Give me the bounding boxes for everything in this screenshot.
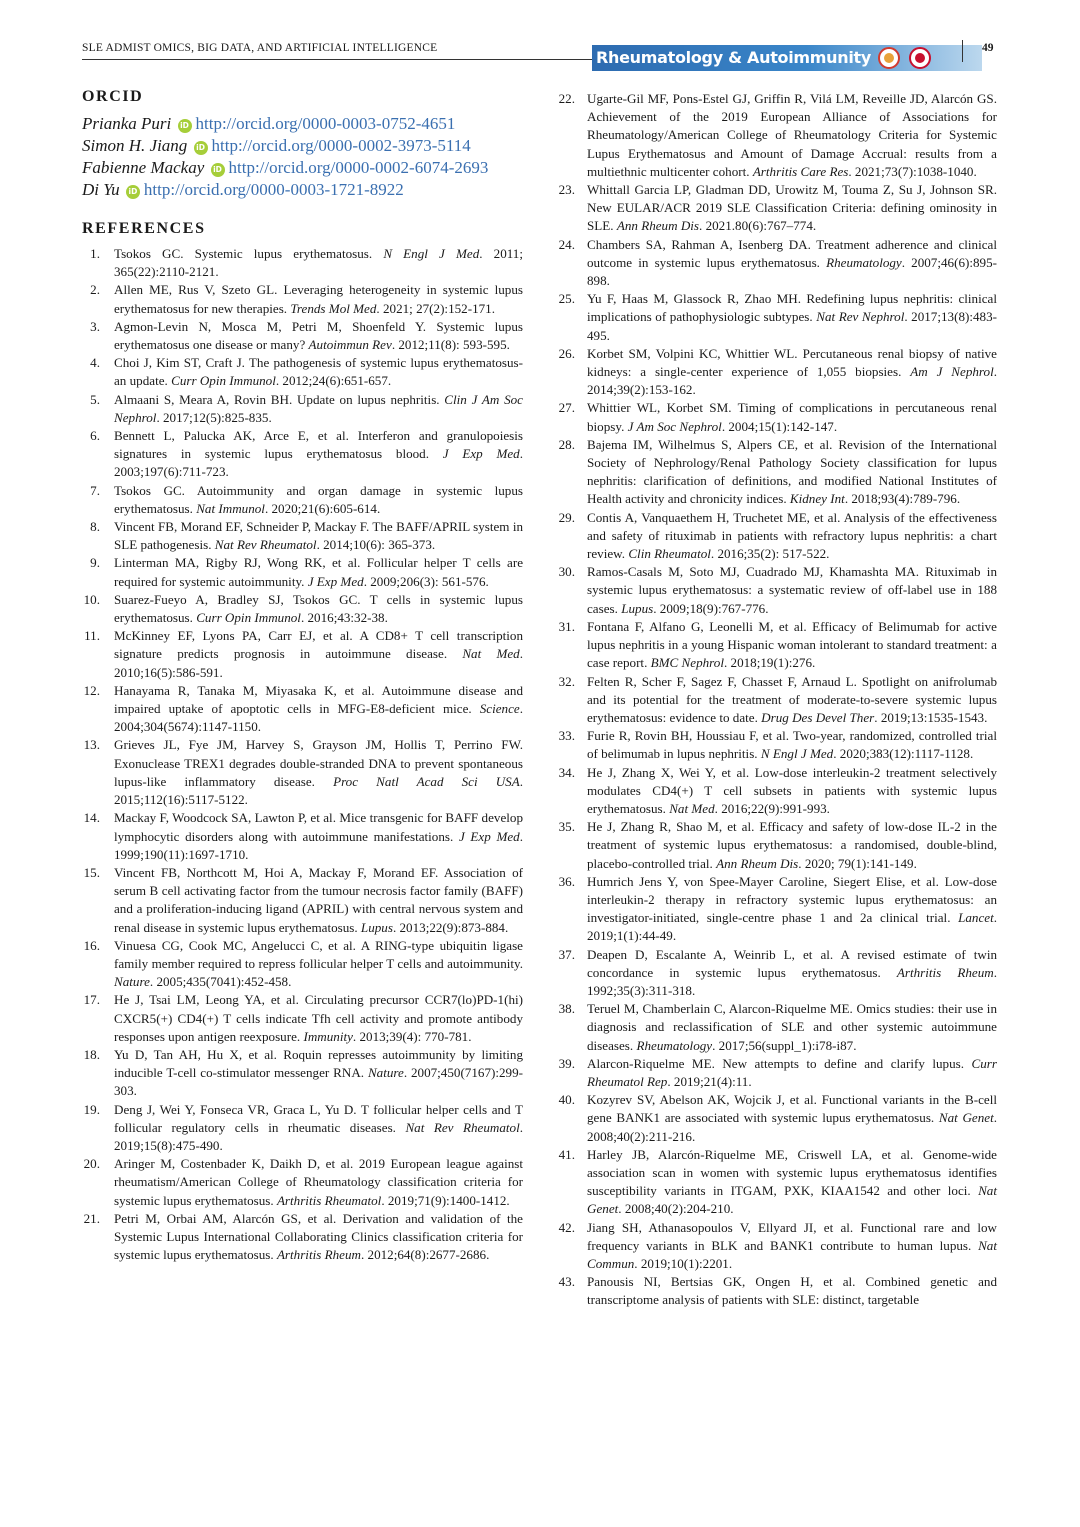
reference-journal: N Engl J Med (383, 246, 480, 261)
reference-item (555, 509, 997, 564)
reference-number: 4. (90, 355, 100, 371)
reference-text: Korbet SM, Volpini KC, Whittier WL. Percutaneous renal biopsy of native kidneys: a single-center experience of 1,055 biopsies. (587, 345, 997, 380)
reference-text: Ramos-Casals M, Soto MJ, Cuadrado MJ, Khamashta MA. Rituximab in systemic lupus erythematosus: a systematic review of off-label use in 188 cases. (587, 564, 997, 616)
reference-journal: J Exp Med (458, 828, 520, 844)
reference-citation: . 2013;22(9):873-884. (392, 919, 509, 935)
reference-number: 7. (90, 482, 100, 498)
reference-item (555, 345, 997, 400)
reference-text: Alarcon-Riquelme ME. New attempts to define and clarify lupus. (587, 1055, 972, 1071)
reference-text: Panousis NI, Bertsias GK, Ongen H, et al. Combined genetic and transcriptome analysis of patients with SLE: distinct, targetable (587, 1274, 997, 1308)
orcid-link[interactable]: http://orcid.org/0000-0002-6074-2693 (228, 158, 489, 177)
reference-journal: Ann Rheum Dis (616, 218, 700, 234)
orcid-heading: ORCID (82, 88, 144, 105)
reference-item (82, 682, 523, 737)
right-column (555, 90, 997, 1310)
reference-journal: Nature (367, 1065, 404, 1081)
reference-item (555, 90, 997, 181)
reference-item (555, 1000, 997, 1055)
reference-text: Teruel M, Chamberlain C, Alarcon-Riquelme ME. Omics studies: their use in diagnosis and reclassification of SLE and other systemic autoimmune diseases. (587, 1001, 997, 1053)
reference-journal: Nat Commun (587, 1237, 997, 1271)
orcid-author-name: Simon H. Jiang (82, 136, 188, 155)
reference-journal: Drug Des Devel Ther (761, 709, 875, 725)
reference-text: Deapen D, Escalante A, Weinrib L, et al. A revised estimate of twin concordance in systemic lupus erythematosus. (587, 946, 997, 980)
reference-citation: . 2017;13(8):483-495. (587, 309, 997, 343)
reference-journal: Ann Rheum Dis (716, 855, 799, 871)
reference-text: Agmon-Levin N, Mosca M, Petri M, Shoenfeld Y. Systemic lupus erythematosus one disease or many? (114, 318, 523, 353)
reference-citation: . 2007;450(7167):299-303. (114, 1065, 523, 1099)
reference-text: Deng J, Wei Y, Fonseca VR, Graca L, Yu D. T follicular helper cells and T follicular regulatory cells in rheumatic diseases. (114, 1101, 523, 1135)
orcid-icon: iD (194, 141, 208, 155)
reference-journal: Trends Mol Med (290, 300, 377, 316)
reference-citation: . 2005;435(7041):452-458. (149, 974, 292, 990)
reference-number: 27. (558, 400, 575, 416)
reference-item (82, 281, 523, 317)
reference-item (82, 482, 523, 518)
header-rule (82, 59, 592, 60)
reference-text: Fontana F, Alfano G, Leonelli M, et al. Efficacy of Belimumab for active lupus nephritis in a young Hispanic woman intolerant to standard treatment: a case report. (587, 618, 997, 671)
reference-text: He J, Tsai LM, Leong YA, et al. Circulating precursor CCR7(lo)PD-1(hi) CXCR5(+) CD4(+) T cells indicate Tfh cell activity and promote antibody responses upon antigen reexposure. (114, 992, 523, 1044)
reference-text: Grieves JL, Fye JM, Harvey S, Grayson JM, Hollis T, Perrino FW. Exonuclease TREX1 degrades double-stranded DNA to prevent spontaneous lupus-like inflammatory disease. (114, 737, 523, 789)
reference-number: 23. (558, 182, 575, 198)
reference-number: 8. (90, 519, 100, 535)
reference-citation: . 2014;39(2):153-162. (587, 364, 997, 398)
left-column (82, 88, 523, 1264)
reference-number: 33. (558, 728, 575, 744)
reference-number: 40. (558, 1092, 575, 1108)
orcid-author-name: Di Yu (82, 180, 120, 199)
orcid-icon: iD (178, 119, 192, 133)
reference-citation: . 2015;112(16):5117-5122. (114, 773, 524, 808)
reference-citation: . 2011; 365(22):2110-2121. (114, 246, 523, 280)
reference-number: 42. (558, 1219, 575, 1235)
orcid-link[interactable]: http://orcid.org/0000-0003-0752-4651 (195, 114, 456, 133)
reference-journal: Lupus (360, 919, 393, 935)
reference-item (82, 245, 523, 281)
reference-citation: . 2021; 27(2):152-171. (376, 300, 495, 316)
reference-list-left (82, 245, 523, 1264)
reference-item (82, 809, 523, 864)
reference-citation: . 2016;43:32-38. (300, 610, 388, 626)
reference-item (82, 427, 523, 482)
reference-item (555, 1091, 997, 1146)
reference-item (555, 727, 997, 763)
reference-journal: N Engl J Med (760, 746, 834, 762)
reference-citation: . 2019;10(1):2201. (634, 1256, 733, 1271)
reference-citation: . 2004;15(1):142-147. (721, 418, 838, 434)
reference-number: 1. (90, 246, 100, 261)
reference-citation: . 2020;383(12):1117-1128. (833, 746, 974, 762)
reference-number: 20. (83, 1156, 100, 1172)
reference-text: Choi J, Kim ST, Craft J. The pathogenesis of systemic lupus erythematosus-an update. (114, 355, 523, 389)
reference-citation: . 2016;22(9):991-993. (714, 800, 830, 816)
reference-item (555, 563, 997, 618)
reference-list-right (555, 90, 997, 1310)
page-header (82, 38, 999, 68)
reference-number: 12. (83, 682, 100, 698)
reference-number: 10. (83, 591, 100, 607)
reference-journal: J Exp Med (442, 446, 520, 462)
orcid-entry (82, 157, 523, 179)
reference-citation: . 2021;73(7):1038-1040. (848, 163, 977, 179)
reference-item (555, 399, 997, 435)
reference-text: Suarez-Fueyo A, Bradley SJ, Tsokos GC. T cells in systemic lupus erythematosus. (114, 591, 523, 626)
orcid-entry (82, 179, 523, 201)
reference-citation: . 2012;64(8):2677-2686. (360, 1247, 490, 1263)
reference-item (82, 318, 523, 354)
reference-item (555, 1273, 997, 1309)
reference-item (555, 290, 997, 345)
reference-number: 37. (558, 946, 575, 962)
reference-number: 17. (83, 992, 100, 1008)
reference-citation: . 2013;39(4): 770-781. (352, 1028, 472, 1044)
reference-text: Bajema IM, Wilhelmus S, Alpers CE, et al. Revision of the International Society of Nephrology/Renal Pathology Society classification for lupus nephritis: clarification of definitions, and modified National Institutes of Health activity and chronicity indices. (587, 436, 997, 507)
reference-text: Vincent FB, Northcott M, Hoi A, Mackay F, Morand EF. Association of serum B cell activating factor from the tumour necrosis factor family (BAFF) and a proliferation-inducing ligand (APRIL) with central nervous system and renal disease in systemic lupus erythematosus. (114, 864, 523, 935)
reference-text: Mackay F, Woodcock SA, Lawton P, et al. Mice transgenic for BAFF develop lymphocytic disorders along with autoimmune manifestations. (114, 810, 523, 844)
orcid-author-name: Fabienne Mackay (82, 158, 205, 177)
reference-journal: Arthritis Rheumatol (276, 1192, 382, 1208)
reference-citation: . 2018;19(1):276. (723, 655, 816, 671)
reference-citation: . 1999;190(11):1697-1710. (114, 828, 524, 862)
society-logo-icon (878, 47, 900, 69)
page-number: 49 (982, 42, 994, 54)
reference-journal: Nat Rev Rheumatol (214, 537, 317, 553)
reference-journal: Clin Rheumatol (628, 546, 711, 562)
reference-citation: . 2010;16(5):586-591. (114, 646, 523, 680)
reference-text: Aringer M, Costenbader K, Daikh D, et al. 2019 European league against rheumatism/American College of Rheumatology classification criteria for systemic lupus erythematosus. (114, 1156, 523, 1208)
reference-number: 5. (90, 391, 100, 407)
journal-banner (592, 45, 982, 71)
reference-text: Petri M, Orbai AM, Alarcón GS, et al. Derivation and validation of the Systemic Lupus International Collaborating Clinics classification criteria for systemic lupus erythematosus. (114, 1210, 523, 1263)
reference-citation: . 2004;304(5674):1147-1150. (114, 701, 523, 735)
reference-item (82, 864, 523, 937)
reference-journal: Nat Genet (587, 1183, 997, 1217)
reference-journal: Kidney Int (789, 491, 845, 507)
reference-number: 34. (558, 764, 575, 780)
reference-citation: . 2019;71(9):1400-1412. (381, 1192, 510, 1208)
reference-text: Whittall Garcia LP, Gladman DD, Urowitz M, Touma Z, Su J, Johnson SR. New EULAR/ACR 2019 SLE Classification Criteria: defining ominosity in SLE. (587, 182, 997, 234)
reference-number: 43. (558, 1274, 575, 1290)
reference-number: 14. (83, 810, 100, 826)
reference-journal: Nat Immunol (196, 500, 265, 516)
reference-journal: Curr Opin Immunol (171, 373, 276, 389)
reference-text: Tsokos GC. Autoimmunity and organ damage in systemic lupus erythematosus. (114, 482, 523, 516)
reference-text: Chambers SA, Rahman A, Isenberg DA. Treatment adherence and clinical outcome in systemic lupus erythematosus. (587, 236, 997, 270)
reference-journal: Arthritis Rheum (896, 964, 994, 980)
reference-item (82, 591, 523, 627)
reference-item (82, 736, 523, 809)
reference-text: Linterman MA, Rigby RJ, Wong RK, et al. Follicular helper T cells are required for systemic autoimmunity. (114, 555, 523, 589)
reference-number: 38. (558, 1001, 575, 1017)
reference-text: Yu D, Tan AH, Hu X, et al. Roquin represses autoimmunity by limiting inducible T-cell co-stimulator messenger RNA. (114, 1046, 523, 1081)
reference-item (82, 391, 523, 427)
reference-text: Felten R, Scher F, Sagez F, Chasset F, Arnaud L. Spotlight on anifrolumab and its potential for the treatment of moderate-to-severe systemic lupus erythematosus: evidence to date. (587, 673, 997, 725)
reference-journal: Nat Med (669, 800, 715, 816)
reference-item (82, 518, 523, 554)
reference-number: 3. (90, 318, 100, 334)
reference-item (555, 764, 997, 819)
reference-number: 6. (90, 428, 100, 444)
reference-item (82, 1046, 523, 1101)
reference-number: 31. (558, 618, 575, 634)
reference-item (555, 818, 997, 873)
reference-number: 36. (558, 873, 575, 889)
reference-journal: Nat Med (462, 646, 520, 662)
reference-journal: Curr Opin Immunol (196, 610, 301, 626)
reference-journal: Proc Natl Acad Sci USA (333, 773, 520, 789)
reference-journal: Curr Rheumatol Rep (587, 1055, 997, 1089)
reference-item (555, 873, 997, 946)
reference-item (82, 1101, 523, 1156)
reference-journal: Nat Rev Rheumatol (405, 1119, 520, 1135)
reference-text: Ugarte-Gil MF, Pons-Estel GJ, Griffin R, Vilá LM, Reveille JD, Alarcón GS. Achievement of the 2019 European Alliance of Associations for Rheumatology/American College of Rheumatology Criteria for Systemic Lupus Erythematosus and Amount of Damage Accrual: results from a multiethnic multicenter cohort. (587, 91, 997, 179)
reference-item (555, 181, 997, 236)
reference-journal: Am J Nephrol (910, 364, 994, 380)
reference-text: Vincent FB, Morand EF, Schneider P, Mackay F. The BAFF/APRIL system in SLE pathogenesis. (114, 519, 523, 553)
reference-journal: Nature (114, 974, 150, 990)
reference-text: Humrich Jens Y, von Spee-Mayer Caroline, Siegert Elise, et al. Low-dose interleukin-2 therapy in refractory systemic lupus erythematosus: an investigator-initiated, single-centre phase 1 and 2a clinical trial. (587, 873, 997, 926)
reference-number: 11. (84, 628, 100, 644)
reference-number: 39. (558, 1055, 575, 1071)
reference-text: Kozyrev SV, Abelson AK, Wojcik J, et al. Functional variants in the B-cell gene BANK1 are associated with systemic lupus erythematosus. (587, 1092, 997, 1126)
reference-journal: Arthritis Rheum (276, 1247, 361, 1263)
reference-number: 35. (558, 819, 575, 835)
reference-journal: Immunity (303, 1028, 353, 1044)
reference-citation: . 2017;56(suppl_1):i78-i87. (712, 1037, 857, 1053)
references-heading: REFERENCES (82, 220, 206, 237)
reference-citation: . 2020; 79(1):141-149. (798, 855, 917, 871)
orcid-author-name: Prianka Puri (82, 114, 172, 133)
reference-journal: Rheumatology (636, 1037, 713, 1053)
reference-number: 21. (83, 1210, 100, 1226)
reference-number: 25. (558, 291, 575, 307)
reference-citation: . 2019;13:1535-1543. (874, 709, 988, 725)
reference-citation: . 2009;206(3): 561-576. (363, 573, 489, 589)
reference-citation: . 2012;11(8): 593-595. (391, 337, 510, 353)
reference-number: 29. (558, 509, 575, 525)
reference-item (555, 673, 997, 728)
reference-citation: . 2014;10(6): 365-373. (316, 537, 436, 553)
reference-journal: Rheumatology (826, 254, 902, 270)
reference-item (82, 1210, 523, 1265)
orcid-link[interactable]: http://orcid.org/0000-0002-3973-5114 (211, 136, 471, 155)
reference-number: 2. (90, 282, 100, 298)
orcid-icon: iD (211, 163, 225, 177)
reference-number: 30. (558, 564, 575, 580)
reference-number: 13. (83, 737, 100, 753)
reference-citation: . 2019;15(8):475-490. (114, 1119, 523, 1153)
reference-item (82, 1155, 523, 1210)
reference-journal: J Am Soc Nephrol (627, 418, 722, 434)
reference-text: Hanayama R, Tanaka M, Miyasaka K, et al. Autoimmune disease and impaired uptake of apoptotic cells in MFG-E8-deficient mice. (114, 682, 523, 717)
orcid-icon: iD (126, 185, 140, 199)
running-title: SLE ADMIST OMICS, BIG DATA, AND ARTIFICIAL INTELLIGENCE (82, 42, 438, 54)
reference-item (555, 1146, 997, 1219)
reference-number: 18. (83, 1046, 100, 1062)
reference-text: Jiang SH, Athanasopoulos V, Ellyard JI, et al. Functional rare and low frequency variants in BLK and BANK1 contribute to human lupus. (587, 1219, 997, 1253)
header-divider (962, 40, 963, 62)
reference-item (555, 618, 997, 673)
reference-text: He J, Zhang X, Wei Y, et al. Low-dose interleukin-2 treatment selectively modulates CD4(+) T cell subsets in patients with systemic lupus erythematosus. (587, 764, 997, 816)
orcid-link[interactable]: http://orcid.org/0000-0003-1721-8922 (143, 180, 404, 199)
reference-text: McKinney EF, Lyons PA, Carr EJ, et al. A CD8+ T cell transcription signature predicts prognosis in autoimmune disease. (114, 628, 523, 662)
orcid-entry (82, 135, 523, 157)
reference-text: Almaani S, Meara A, Rovin BH. Update on lupus nephritis. (114, 391, 445, 407)
reference-citation: . 2008;40(2):211-216. (587, 1110, 997, 1144)
reference-item (82, 554, 523, 590)
reference-text: Furie R, Rovin BH, Houssiau F, et al. Two-year, randomized, controlled trial of belimumab in lupus nephritis. (587, 728, 997, 762)
reference-item (555, 1219, 997, 1274)
reference-journal: Nat Genet (938, 1110, 994, 1126)
reference-citation: . 2003;197(6):711-723. (114, 446, 523, 480)
reference-citation: . 2012;24(6):651-657. (275, 373, 392, 389)
reference-citation: . 2020;21(6):605-614. (264, 500, 381, 516)
reference-citation: . 2007;46(6):895-898. (587, 254, 997, 289)
reference-text: Yu F, Haas M, Glassock R, Zhao MH. Redefining lupus nephritis: clinical implications of pathophysiologic subtypes. (587, 291, 997, 325)
reference-citation: . 2019;1(1):44-49. (587, 910, 997, 944)
orcid-entry (82, 113, 523, 135)
reference-citation: . 2009;18(9):767-776. (653, 600, 769, 616)
reference-citation: . 2016;35(2): 517-522. (710, 546, 830, 562)
reference-journal: BMC Nephrol (650, 655, 724, 671)
journal-name: Rheumatology & Autoimmunity (596, 48, 872, 67)
reference-journal: Nat Rev Nephrol (816, 309, 905, 325)
reference-citation: . 2008;40(2):204-210. (618, 1201, 734, 1217)
reference-item (555, 1055, 997, 1091)
reference-number: 16. (83, 937, 100, 953)
reference-journal: Arthritis Care Res (752, 163, 849, 179)
reference-item (82, 354, 523, 390)
reference-journal: J Exp Med (307, 573, 364, 589)
reference-text: Harley JB, Alarcón-Riquelme ME, Criswell LA, et al. Genome-wide association scan in women with systemic lupus erythematosus identifies susceptibility variants in ITGAM, PXK, KIAA1542 and other loci. (587, 1146, 997, 1199)
reference-journal: Clin J Am Soc Nephrol (114, 391, 523, 425)
reference-citation: . 2018;93(4):789-796. (844, 491, 961, 507)
reference-number: 19. (83, 1101, 100, 1117)
reference-number: 15. (83, 864, 100, 880)
reference-citation: . 2017;12(5):825-835. (156, 409, 272, 425)
reference-item (555, 236, 997, 291)
reference-number: 9. (90, 555, 100, 571)
reference-text: Vinuesa CG, Cook MC, Angelucci C, et al. A RING-type ubiquitin ligase family member required to repress follicular helper T cells and autoimmunity. (114, 937, 523, 971)
reference-citation: . 2021.80(6):767–774. (699, 218, 817, 234)
reference-number: 26. (558, 345, 575, 361)
reference-text: Tsokos GC. Systemic lupus erythematosus. (114, 246, 384, 261)
reference-citation: . 2019;21(4):11. (667, 1073, 752, 1089)
reference-item (82, 991, 523, 1046)
reference-citation: . 1992;35(3):311-318. (587, 964, 997, 998)
reference-text: He J, Zhang R, Shao M, et al. Efficacy and safety of low-dose IL-2 in the treatment of systemic lupus erythematosus: a randomised, double-blind, placebo-controlled trial. (587, 819, 997, 871)
association-logo-icon (909, 47, 931, 69)
reference-text: Bennett L, Palucka AK, Arce E, et al. Interferon and granulopoiesis signatures in systemic lupus erythematosus blood. (114, 428, 523, 462)
reference-journal: Lancet (958, 910, 994, 926)
reference-item (555, 436, 997, 509)
reference-text: Contis A, Vanquaethem H, Truchetet ME, et al. Analysis of the effectiveness and safety of rituximab in patients with refractory lupus nephritis: a chart review. (587, 509, 997, 562)
reference-journal: Autoimmun Rev (308, 337, 392, 353)
reference-item (555, 946, 997, 1001)
reference-number: 22. (558, 91, 575, 106)
reference-number: 41. (558, 1146, 575, 1162)
reference-item (82, 937, 523, 992)
orcid-list (82, 113, 523, 201)
reference-number: 24. (558, 236, 575, 252)
reference-text: Allen ME, Rus V, Szeto GL. Leveraging heterogeneity in systemic lupus erythematosus for new therapies. (114, 282, 523, 316)
reference-journal: Science (479, 701, 520, 717)
reference-text: Whittier WL, Korbet SM. Timing of complications in percutaneous renal biopsy. (587, 400, 997, 434)
reference-journal: Lupus (621, 600, 654, 616)
reference-item (82, 627, 523, 682)
reference-number: 28. (558, 436, 575, 452)
reference-number: 32. (558, 673, 575, 689)
